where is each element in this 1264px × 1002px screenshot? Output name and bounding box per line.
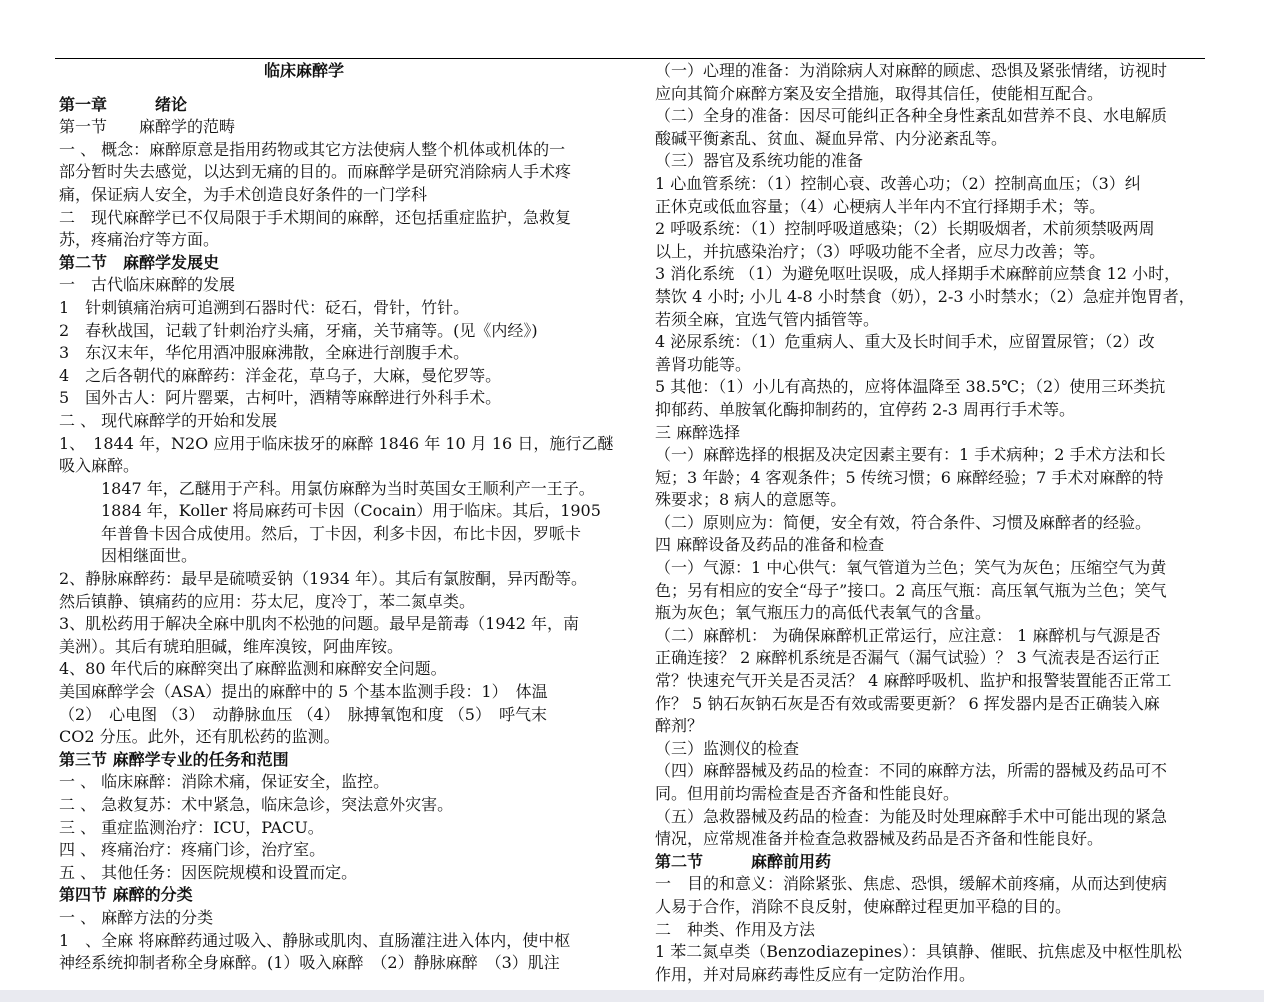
text-line: 情况，应常规准备并检查急救器械及药品是否齐备和性能良好。: [655, 829, 1104, 849]
text-line: 醉剂？: [655, 716, 704, 736]
section-heading: 第二节 麻醉学发展史: [59, 252, 220, 272]
left-text-block: [59, 94, 619, 975]
right-column: [655, 60, 1215, 986]
text-line: （二）全身的准备：因尽可能纠正各种全身性紊乱如营养不良、水电解质: [655, 106, 1168, 126]
text-line: （二）原则应为：简便，安全有效，符合条件、习惯及麻醉者的经验。: [655, 512, 1152, 532]
text-line: 以上，并抗感染治疗；（3）呼吸功能不全者，应尽力改善；等。: [655, 241, 1106, 261]
text-line: 作用，并对局麻药毒性反应有一定防治作用。: [655, 964, 976, 984]
text-line: 1、 1844 年，N2O 应用于临床拔牙的麻醉 1846 年 10 月 16 日，施行乙醚: [59, 433, 614, 453]
text-line: 五 、 其他任务：因医院规模和设置而定。: [59, 862, 358, 882]
left-column: [59, 60, 619, 975]
text-line: 美国麻醉学会（ASA）提出的麻醉中的 5 个基本监测手段：1） 体温: [59, 682, 548, 702]
text-line: （一）麻醉选择的根据及决定因素主要有：1 手术病种；2 手术方法和长: [655, 445, 1166, 465]
text-line: 3 东汉末年，华佗用酒冲服麻沸散，全麻进行剖腹手术。: [59, 343, 470, 363]
text-line: 4 泌尿系统：（1）危重病人、重大及长时间手术，应留置尿管；（2）改: [655, 332, 1155, 352]
text-line: 四 、 疼痛治疗：疼痛门诊，治疗室。: [59, 840, 326, 860]
text-line: 正休克或低血容量；（4）心梗病人半年内不宜行择期手术；等。: [655, 196, 1106, 216]
text-line: （五）急救器械及药品的检查：为能及时处理麻醉手术中可能出现的紧急: [655, 806, 1168, 826]
text-line: 三 、 重症监测治疗：ICU，PACU。: [59, 817, 324, 837]
text-line: 美洲）。其后有琥珀胆碱，维库溴铵，阿曲库铵。: [59, 636, 404, 656]
text-line: 若须全麻，宜选气管内插管等。: [655, 309, 880, 329]
text-line: 2 春秋战国，记载了针刺治疗头痛，牙痛，关节痛等。(见《内经》): [59, 320, 538, 340]
text-line: 一 、 概念：麻醉原意是指用药物或其它方法使病人整个机体或机体的一: [59, 139, 566, 159]
section-heading: 第三节 麻醉学专业的任务和范围: [59, 749, 289, 769]
text-line: 殊要求；8 病人的意愿等。: [655, 490, 847, 510]
text-line: 同。但用前均需检查是否齐备和性能良好。: [655, 784, 960, 803]
text-line: 三 麻醉选择: [655, 422, 741, 442]
text-line: 应向其简介麻醉方案及安全措施，取得其信任，使能相互配合。: [655, 83, 1104, 103]
text-line: 正确连接？ 2 麻醉机系统是否漏气（漏气试验）？ 3 气流表是否运行正: [655, 648, 1160, 668]
text-line: 四 麻醉设备及药品的准备和检查: [655, 535, 885, 555]
text-line: （二）麻醉机： 为确保麻醉机正常运行，应注意： 1 麻醉机与气源是否: [655, 625, 1161, 645]
text-line: 一 、 麻醉方法的分类: [59, 907, 214, 927]
text-line: 善肾功能等。: [655, 354, 752, 374]
text-line: 第一节 麻醉学的范畴: [59, 117, 236, 137]
text-line: 二 种类、作用及方法: [655, 919, 816, 939]
text-line: 二 、 现代麻醉学的开始和发展: [59, 410, 278, 430]
text-line: 4、80 年代后的麻醉突出了麻醉监测和麻醉安全问题。: [59, 659, 447, 679]
text-line: 5 国外古人：阿片罂粟，古柯叶，酒精等麻醉进行外科手术。: [59, 388, 502, 408]
text-line: 1884 年，Koller 将局麻药可卡因（Cocain）用于临床。其后，1905: [101, 501, 601, 521]
text-line: CO2 分压。此外，还有肌松药的监测。: [59, 727, 340, 747]
text-line: 作？ 5 钠石灰钠石灰是否有效或需要更新？ 6 挥发器内是否正确装入麻: [655, 693, 1160, 713]
text-line: 二 现代麻醉学已不仅局限于手术期间的麻醉，还包括重症监护，急救复: [59, 207, 572, 227]
text-line: 酸碱平衡紊乱、贫血、凝血异常、内分泌紊乱等。: [655, 128, 1008, 148]
section-heading: 第四节 麻醉的分类: [59, 885, 193, 905]
text-line: 一 目的和意义：消除紧张、焦虑、恐惧，缓解术前疼痛，从而达到使病: [655, 874, 1168, 894]
text-line: 3、肌松药用于解决全麻中肌肉不松弛的问题。最早是箭毒（1942 年，南: [59, 614, 579, 634]
right-text-block: [655, 60, 1215, 986]
text-line: （一）气源：1 中心供气：氧气管道为兰色；笑气为灰色；压缩空气为黄: [655, 558, 1167, 578]
text-line: 1 、全麻 将麻醉药通过吸入、静脉或肌肉、直肠灌注进入体内，使中枢: [59, 930, 571, 950]
text-line: 人易于合作，消除不良反射，使麻醉过程更加平稳的目的。: [655, 896, 1072, 916]
text-line: 2 呼吸系统：（1）控制呼吸道感染；（2）长期吸烟者，术前须禁吸两周: [655, 219, 1155, 239]
text-line: 2、静脉麻醉药：最早是硫喷妥钠（1934 年）。其后有氯胺酮，异丙酚等。: [59, 569, 587, 589]
text-line: 色；另有相应的安全“母子”接口。2 高压气瓶：高压氧气瓶为兰色；笑气: [655, 580, 1167, 600]
text-line: 1 针刺镇痛治病可追溯到石器时代：砭石，骨针，竹针。: [59, 297, 470, 317]
text-line: 苏，疼痛治疗等方面。: [59, 230, 220, 250]
header-rule: [55, 58, 1205, 59]
text-line: 部分暂时失去感觉，以达到无痛的目的。而麻醉学是研究消除病人手术疼: [59, 162, 572, 182]
text-line: （2） 心电图 （3） 动静脉血压 （4） 脉搏氧饱和度 （5） 呼气末: [59, 704, 547, 724]
text-line: 1 心血管系统：（1）控制心衰、改善心功；（2）控制高血压；（3）纠: [655, 173, 1141, 193]
text-line: 短；3 年龄；4 客观条件；5 传统习惯；6 麻醉经验；7 手术对麻醉的特: [655, 467, 1164, 487]
section-heading: 第二节 麻醉前用药: [655, 851, 832, 871]
text-line: 1 苯二氮卓类（Benzodiazepines）：具镇静、催眠、抗焦虑及中枢性肌松: [655, 942, 1183, 962]
text-line: 吸入麻醉。: [59, 456, 140, 476]
text-line: 1847 年，乙醚用于产科。用氯仿麻醉为当时英国女王顺利产一王子。: [101, 478, 595, 498]
text-line: 然后镇静、镇痛药的应用：芬太尼，度冷丁，苯二氮卓类。: [59, 591, 476, 611]
text-line: 神经系统抑制者称全身麻醉。(1）吸入麻醉 （2）静脉麻醉 （3）肌注: [59, 953, 560, 973]
text-line: 痛，保证病人安全，为手术创造良好条件的一门学科: [59, 184, 428, 204]
text-line: 一 、 临床麻醉：消除术痛，保证安全，监控。: [59, 772, 390, 792]
text-line: （三）监测仪的检查: [655, 738, 800, 758]
text-line: 抑郁药、单胺氧化酶抑制药的，宜停药 2-3 周再行手术等。: [655, 399, 1075, 419]
text-line: 禁饮 4 小时; 小儿 4-8 小时禁食（奶），2-3 小时禁水；（2）急症并饱胃者，: [655, 286, 1195, 306]
text-line: （三）器官及系统功能的准备: [655, 151, 864, 171]
section-heading: 第一章 绪论: [59, 94, 188, 114]
text-line: 3 消化系统 （1）为避免呕吐误吸，成人择期手术麻醉前应禁食 12 小时，: [655, 264, 1181, 284]
text-line: 5 其他：（1）小儿有高热的，应将体温降至 38.5℃；（2）使用三环类抗: [655, 377, 1166, 397]
text-line: 二 、 急救复苏：术中紧急，临床急诊，突法意外灾害。: [59, 795, 454, 814]
document-title: 临床麻醉学: [263, 61, 344, 80]
viewer-bottom-bar: [0, 990, 1264, 1002]
text-line: 4 之后各朝代的麻醉药：洋金花，草乌子，大麻，曼佗罗等。: [59, 365, 502, 385]
text-line: 常？快速充气开关是否灵活？ 4 麻醉呼吸机、监护和报警装置能否正常工: [655, 671, 1172, 691]
text-line: 因相继面世。: [101, 546, 198, 566]
text-line: 一 古代临床麻醉的发展: [59, 275, 236, 295]
text-line: 瓶为灰色；氧气瓶压力的高低代表氧气的含量。: [655, 603, 992, 623]
text-line: 年普鲁卡因合成使用。然后，丁卡因，利多卡因，布比卡因，罗哌卡: [101, 523, 582, 543]
text-line: （一）心理的准备：为消除病人对麻醉的顾虑、恐惧及紧张情绪，访视时: [655, 61, 1168, 80]
text-line: （四）麻醉器械及药品的检查：不同的麻醉方法，所需的器械及药品可不: [655, 761, 1168, 781]
